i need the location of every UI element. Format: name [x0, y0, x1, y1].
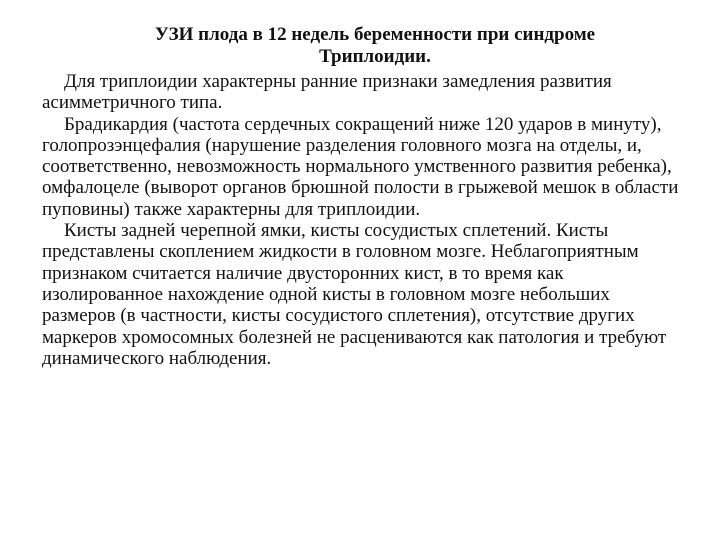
slide-title: УЗИ плода в 12 недель беременности при синдроме Триплоидии.: [154, 24, 596, 67]
paragraph-cysts: Кисты задней черепной ямки, кисты сосудистых сплетений. Кисты представлены скоплением жидкости в головном мозге. Неблагоприятным признаком считается наличие двусторонних кист, в то время как изолированное нахождение одной кисты в головном мозге небольших размеров (в частности, кисты сосудистого сплетения), отсутствие других маркеров хромосомных болезней не расцениваются как патология и требуют динамического наблюдения.: [42, 220, 667, 369]
paragraph-triploidy-signs: Для триплоидии характерны ранние признаки замедления развития асимметричного типа.: [42, 71, 612, 114]
paragraph-bradycardia: Брадикардия (частота сердечных сокращений ниже 120 ударов в минуту), голопрозэнцефалия (нарушение разделения головного мозга на отделы, и, соответственно, невозможность нормального умственного развития ребенка), омфалоцеле (выворот органов брюшной полости в грыжевой мешок в области пуповины) также характерны для триплоидии.: [42, 113, 679, 220]
slide-body: [42, 71, 682, 369]
